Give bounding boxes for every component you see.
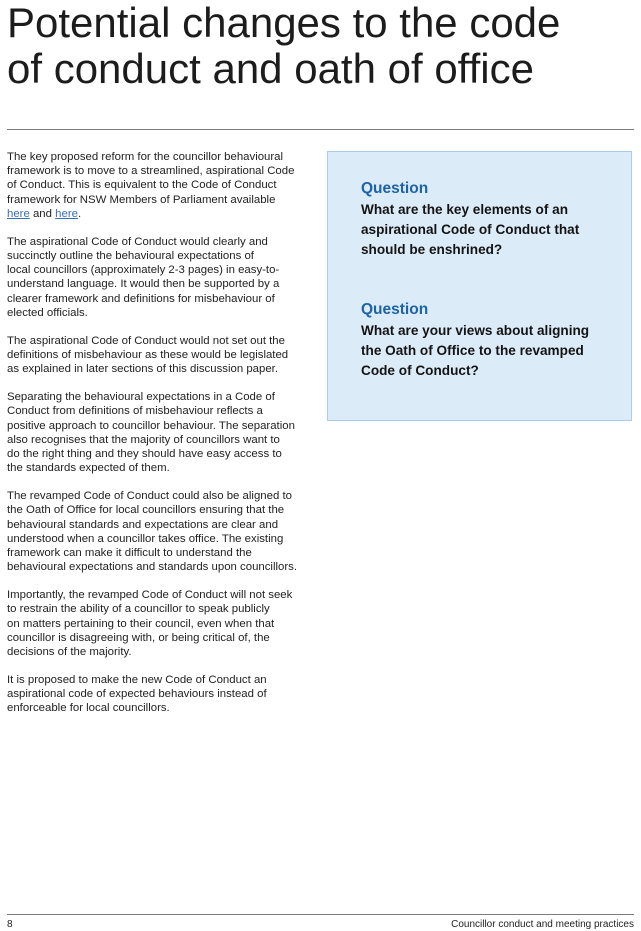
text-line: The aspirational Code of Conduct would not set out the [7,334,285,347]
question-line: should be enshrined? [361,242,503,257]
paragraph-7 [7,673,319,716]
question-2-text [361,321,621,381]
question-line: the Oath of Office to the revamped [361,343,584,358]
question-line: What are your views about aligning [361,323,590,338]
header-divider [7,129,634,130]
page-number: 8 [7,919,13,930]
page-title-line-2: of conduct and oath of office [7,45,534,92]
paragraph-2 [7,235,319,320]
text-line: framework is to move to a streamlined, aspirational Code [7,165,295,178]
text-line: also recognises that the majority of councillors want to [7,433,280,446]
question-line: Code of Conduct? [361,363,479,378]
text-line: framework can make it difficult to understand the [7,547,252,560]
paragraph-5 [7,489,319,574]
text-line: behavioural expectations and standards upon councillors. [7,561,298,574]
text-line: of Conduct. This is equivalent to the Code of Conduct [7,179,277,192]
text-line: decisions of the majority. [7,646,132,659]
text-line: It is proposed to make the new Code of Conduct an [7,674,267,687]
text-line: councillor is disagreeing with, or being critical of, the [7,631,270,644]
text-line: the standards expected of them. [7,462,170,475]
question-2 [361,300,621,381]
footer-divider [7,914,634,915]
text-line: Importantly, the revamped Code of Conduct will not seek [7,589,293,602]
text-line: do the right thing and they should have easy access to [7,448,282,461]
question-2-label: Question [361,301,429,318]
link-here-2[interactable]: here [55,207,78,220]
text-line-with-links [7,207,319,221]
text-line: The key proposed reform for the councillor behavioural [7,151,284,163]
text-line: aspirational code of expected behaviours instead of [7,688,267,701]
question-line: What are the key elements of an [361,202,568,217]
paragraph-4 [7,390,319,475]
text-line: succinctly outline the behavioural expectations of [7,250,254,263]
text-line: understand language. It would then be supported by a [7,278,280,291]
text-line: clearer framework and definitions for misbehaviour of [7,292,275,305]
text-line: enforceable for local councillors. [7,702,170,715]
text-line: as explained in later sections of this discussion paper. [7,363,278,376]
paragraph-6 [7,588,319,659]
paragraph-1 [7,150,319,221]
question-box [327,151,632,421]
text-line: the Oath of Office for local councillors ensuring that the [7,504,285,517]
question-line: aspirational Code of Conduct that [361,222,580,237]
text-line: local councillors (approximately 2-3 pages) in easy-to- [7,264,280,277]
link-connector: and [29,207,56,220]
question-1-label: Question [361,180,429,197]
question-1 [361,179,621,260]
text-line: definitions of misbehaviour as these would be legislated [7,349,289,362]
body-text-column [7,150,319,729]
text-line: to restrain the ability of a councillor to speak publicly [7,603,270,616]
question-1-text [361,200,621,260]
footer-document-title: Councillor conduct and meeting practices [451,919,634,930]
text-line: The revamped Code of Conduct could also be aligned to [7,490,292,503]
text-line: The aspirational Code of Conduct would clearly and [7,235,268,248]
link-here-1[interactable]: here [7,207,30,220]
page-title [7,0,627,92]
sentence-end: . [77,207,82,220]
text-line: behavioural standards and expectations are clear and [7,518,279,531]
text-line: elected officials. [7,306,88,319]
text-line: understood when a councillor takes office. The existing [7,532,284,545]
page-title-line-1: Potential changes to the code [7,0,561,46]
text-line: framework for NSW Members of Parliament available [7,193,276,206]
text-line: on matters pertaining to their council, even when that [7,617,275,630]
text-line: Separating the behavioural expectations in a Code of [7,391,275,404]
paragraph-3 [7,334,319,377]
text-line: Conduct from definitions of misbehaviour reflects a [7,405,263,418]
text-line: positive approach to councillor behaviour. The separation [7,419,295,432]
